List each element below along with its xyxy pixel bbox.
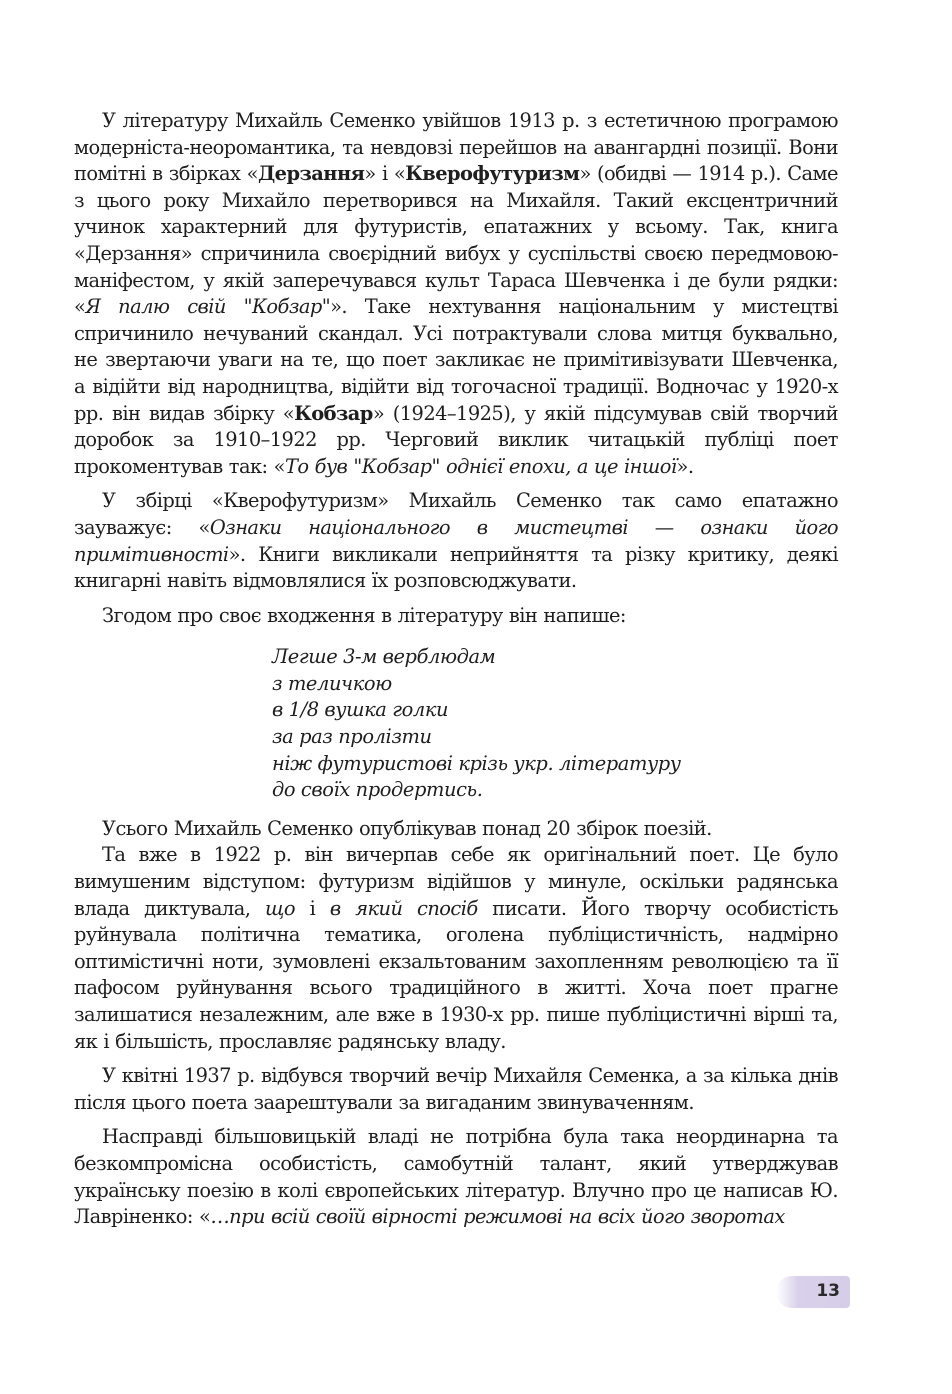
poem-line: з теличкою [272, 671, 392, 695]
paragraph-decline [74, 842, 838, 1055]
emphasis-what: що [264, 896, 295, 920]
page-number: 13 [816, 1281, 840, 1301]
text-run: ». [676, 454, 694, 478]
poem-line: за раз пролізти [272, 725, 432, 749]
text-run: У літературу Михайль Семенко увійшов 1913 р. з естетичною програмою модерніста-неоромантика, та невдовзі перейшов на авангардні позиції. Вони помітні в збірках « [74, 109, 838, 186]
poem-line: до своїх продертись. [272, 778, 483, 802]
quote-epoch: То був "Кобзар" однієї епохи, а це іншої [284, 454, 677, 478]
paragraph-lavrinenko [74, 1124, 838, 1230]
text-run: ». Таке нехтування національним у мистецтві спричинило нечуваний скандал. Усі потрактували слова митця буквально, не звертаючи уваги на те, що поет закликає не примітивізувати Шевченка, а відійти від народництва, відійти від тогочасної традиції. Водночас у 1920-х рр. він видав збірку « [74, 295, 838, 425]
text-run: У збірці «Кверофутуризм» Михайль Семенко так само епатажно зауважує: « [74, 489, 838, 539]
text-run: Та вже в 1922 р. він вичерпав себе як оригінальний поет. Це було вимушеним відступом: футуризм відійшов у минуле, оскільки радянська влада диктувала, [74, 843, 838, 920]
paragraph-kverofuturyzm [74, 488, 838, 594]
text-run: ». Книги викликали неприйняття та різку критику, деякі книгарні навіть відмовлялися їх розповсюджувати. [74, 542, 838, 593]
text-run: писати. Його творчу особистість руйнувала політична тематика, оголена публіцистичність, надмірно оптимістичні ноти, зумовлені екзальтованим захопленням революцією та її пафосом руйнування всього традиційного в житті. Хоча поет прагне залишатися незалежним, але вже в 1930-х рр. пише публіцистичні вірші та, як і більшість, прославляє радянську владу. [74, 896, 838, 1053]
quote-national: Ознаки національного в мистецтві — ознаки його примітивності [74, 515, 839, 566]
text-run: » і « [364, 162, 406, 186]
poem-line: ніж футуристові крізь укр. літературу [272, 751, 681, 775]
paragraph-intro [74, 108, 838, 480]
collection-title-derzannia: Дерзання [257, 162, 365, 186]
text-run: » (обидві — 1914 р.). Саме з цього року Михайло перетворився на Михайля. Такий ексцентричний учинок характерний для футуристів, епатажних у всьому. Так, книга «Дерзання» спричинила своєрідний вибух у суспільстві своєю передмовою-маніфестом, у якій заперечувався культ Тараса Шевченка і де були рядки: « [74, 162, 838, 319]
emphasis-how: в який спосіб [329, 896, 478, 920]
poem-line: Легше 3-м верблюдам [272, 645, 496, 669]
paragraph-arrest: У квітні 1937 р. відбувся творчий вечір Михайля Семенка, а за кілька днів після цього поета заарештували за вигаданим звинуваченням. [74, 1064, 838, 1114]
paragraph-poem-intro: Згодом про своє входження в літературу він напише: [102, 603, 626, 627]
text-run: і [294, 896, 330, 920]
text-run: » (1924–1925), у якій підсумував свій творчий доробок за 1910–1922 рр. Черговий виклик читацькій публіці поет прокоментував так: « [74, 401, 838, 478]
page-number-tab [776, 1276, 850, 1308]
page-body [74, 108, 838, 1231]
poem-block [272, 644, 838, 804]
collection-title-kobzar: Кобзар [294, 401, 373, 425]
quote-lavrinenko: …при всій своїй вірності режимові на всіх його зворотах [210, 1205, 785, 1229]
text-run: Насправді більшовицькій владі не потрібна була така неординарна та безкомпромісна особистість, самобутній талант, який утверджував українську поезію в колі європейських літератур. Влучно про це написав Ю. Лавріненко: « [74, 1125, 838, 1229]
collection-title-kverofuturyzm: Кверофутуризм [405, 162, 580, 186]
quote-kobzar: Я палю свій "Кобзар" [85, 295, 331, 319]
poem-line: в 1/8 вушка голки [272, 698, 449, 722]
paragraph-collections-count: Усього Михайль Семенко опублікував понад 20 збірок поезій. [102, 816, 712, 840]
